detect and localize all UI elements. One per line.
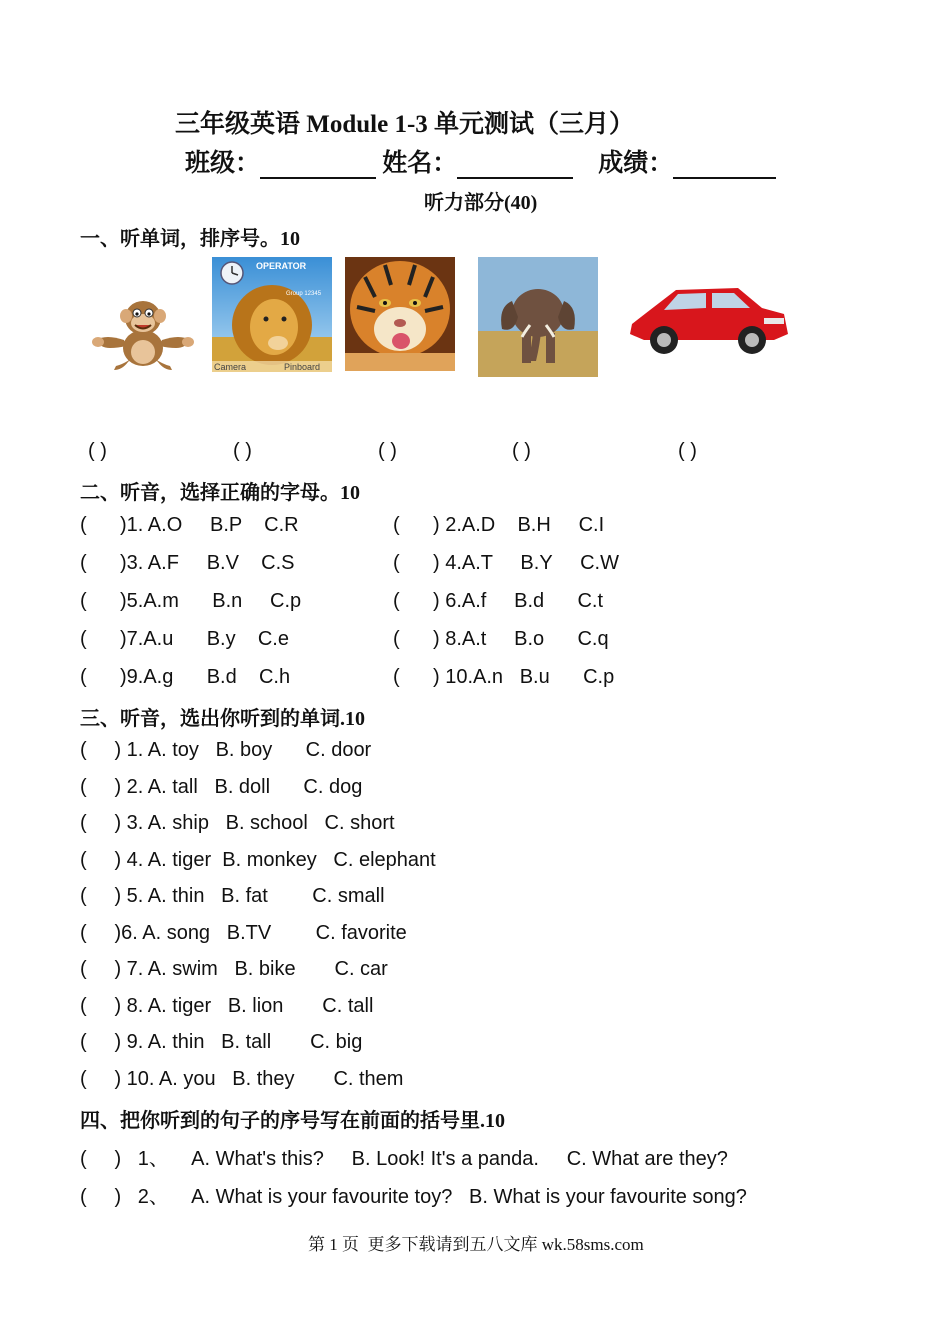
s3-row9[interactable]: ( ) 9. A. thin B. tall C. big xyxy=(80,1031,363,1053)
s2-row2-left[interactable]: ( )3. A.F B.V C.S xyxy=(80,552,295,574)
s2-row4-left[interactable]: ( )7.A.u B.y C.e xyxy=(80,628,289,650)
s3-row6[interactable]: ( )6. A. song B.TV C. favorite xyxy=(80,922,407,944)
answer-bracket-5[interactable]: ( ) xyxy=(678,440,697,462)
listening-subtitle: 听力部分(40) xyxy=(424,192,538,214)
lion-overlay-right: Pinboard xyxy=(284,362,321,372)
s2-row4-right[interactable]: ( ) 8.A.t B.o C.q xyxy=(393,628,609,650)
answer-bracket-2[interactable]: ( ) xyxy=(233,440,252,462)
s3-row1[interactable]: ( ) 1. A. toy B. boy C. door xyxy=(80,739,372,761)
s2-row1-left[interactable]: ( )1. A.O B.P C.R xyxy=(80,514,299,536)
s3-row7[interactable]: ( ) 7. A. swim B. bike C. car xyxy=(80,958,388,980)
s2-row1-right[interactable]: ( ) 2.A.D B.H C.I xyxy=(393,514,605,536)
lion-picture xyxy=(212,257,332,372)
section4-heading: 四、把你听到的句子的序号写在前面的括号里.10 xyxy=(80,1110,505,1132)
name-blank xyxy=(457,155,573,179)
tiger-picture xyxy=(345,257,455,371)
s2-row3-right[interactable]: ( ) 6.A.f B.d C.t xyxy=(393,590,604,612)
s3-row2[interactable]: ( ) 2. A. tall B. doll C. dog xyxy=(80,776,363,798)
s2-row5-left[interactable]: ( )9.A.g B.d C.h xyxy=(80,666,291,688)
answer-bracket-4[interactable]: ( ) xyxy=(512,440,531,462)
lion-overlay-group: Group 12345 xyxy=(286,291,322,297)
name-label: 姓名： xyxy=(382,150,458,177)
s3-row5[interactable]: ( ) 5. A. thin B. fat C. small xyxy=(80,885,385,907)
s4-row1[interactable]: ( ) 1、 A. What's this? B. Look! It's a panda. C. What are they? xyxy=(80,1148,728,1170)
section1-heading: 一、听单词，排序号。10 xyxy=(80,228,300,250)
section3-heading: 三、听音，选出你听到的单词.10 xyxy=(80,708,365,730)
lion-overlay-top: OPERATOR xyxy=(256,261,307,271)
answer-bracket-3[interactable]: ( ) xyxy=(378,440,397,462)
lion-overlay-left: Camera xyxy=(214,362,247,372)
student-info-line xyxy=(185,143,776,179)
s4-row2[interactable]: ( ) 2、 A. What is your favourite toy? B. What is your favourite song? xyxy=(80,1186,747,1208)
class-blank xyxy=(260,155,376,179)
elephant-picture xyxy=(478,257,598,377)
score-label: 成绩： xyxy=(598,150,674,177)
answer-bracket-1[interactable]: ( ) xyxy=(88,440,107,462)
s3-row8[interactable]: ( ) 8. A. tiger B. lion C. tall xyxy=(80,995,374,1017)
page-footer: 第 1 页 更多下载请到五八文库 wk.58sms.com xyxy=(308,1235,644,1254)
s2-row3-left[interactable]: ( )5.A.m B.n C.p xyxy=(80,590,302,612)
s3-row4[interactable]: ( ) 4. A. tiger B. monkey C. elephant xyxy=(80,849,436,871)
score-blank xyxy=(673,155,776,179)
s2-row2-right[interactable]: ( ) 4.A.T B.Y C.W xyxy=(393,552,619,574)
class-label: 班级： xyxy=(185,150,261,177)
monkey-picture xyxy=(88,296,198,374)
section2-heading: 二、听音，选择正确的字母。10 xyxy=(80,482,360,504)
s2-row5-right[interactable]: ( ) 10.A.n B.u C.p xyxy=(393,666,615,688)
car-picture xyxy=(624,278,794,362)
page-title: 三年级英语 Module 1-3 单元测试（三月） xyxy=(175,111,635,138)
s3-row10[interactable]: ( ) 10. A. you B. they C. them xyxy=(80,1068,404,1090)
s3-row3[interactable]: ( ) 3. A. ship B. school C. short xyxy=(80,812,395,834)
